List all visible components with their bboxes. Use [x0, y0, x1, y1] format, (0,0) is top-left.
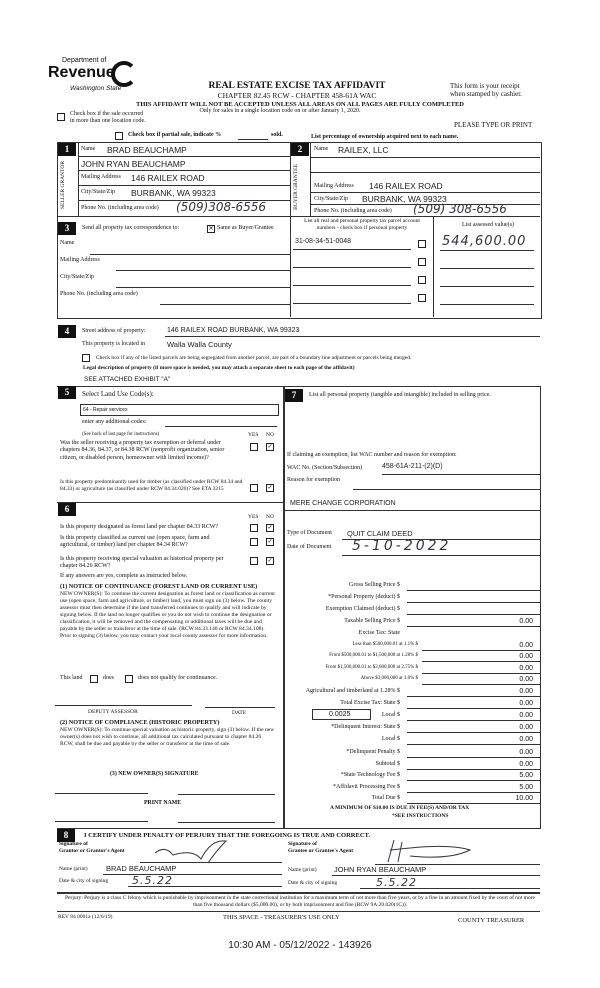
divider — [360, 888, 540, 889]
partial-sale-percent-field[interactable] — [238, 139, 268, 140]
buyer-mailing-label: Mailing Address — [314, 183, 354, 189]
seller-mailing-label: Mailing Address — [81, 174, 121, 180]
divider — [128, 886, 282, 887]
location-check-label-2: in more than one location code. — [70, 118, 146, 124]
no-header: NO — [266, 432, 274, 438]
section-8-number: 8 — [57, 829, 75, 842]
q3-no-checkbox[interactable]: ✓ — [267, 525, 273, 531]
divider — [165, 336, 540, 337]
divider — [382, 474, 540, 475]
s3-mailing-label: Mailing Address — [60, 257, 100, 263]
q1-no-checkbox[interactable]: ✓ — [267, 444, 273, 450]
local-rate: 0.0025 — [329, 711, 351, 718]
divider — [342, 555, 540, 556]
fee-value[interactable]: 10.00 — [515, 795, 533, 802]
fee-line — [407, 590, 540, 591]
print-name-label: PRINT NAME — [144, 800, 182, 806]
fee-line — [407, 614, 540, 615]
grantee-sig-label-2: Grantee or Grantee's Agent — [288, 848, 354, 854]
fee-value[interactable]: 0.00 — [519, 724, 533, 731]
divider — [310, 157, 540, 158]
q4-no-checkbox[interactable]: ✓ — [267, 539, 273, 545]
date-line[interactable] — [205, 707, 275, 708]
grantee-signature[interactable] — [380, 834, 480, 864]
divider — [78, 156, 290, 157]
receipt-note-2: when stamped by cashier. — [450, 90, 522, 98]
divider — [57, 828, 540, 829]
personal-property-checkbox[interactable] — [418, 294, 426, 302]
fee-value[interactable]: 0.00 — [519, 642, 533, 649]
divider — [433, 216, 434, 317]
s3-phone-label: Phone No. (including area code) — [60, 291, 138, 297]
located-in-label: This property is located in — [82, 341, 145, 347]
divider — [440, 268, 534, 269]
exemption-intro: If claiming an exemption, list WAC number and reason for exemption: — [287, 452, 457, 458]
divider — [57, 911, 540, 912]
fee-value[interactable]: 0.00 — [519, 688, 533, 695]
question-timber-agriculture: Is this property predominantly used for timber (as classified under RCW 84.34 and 84.33) or agriculture (as classified under RCW 84.34.020)? See ETA 3215 — [60, 479, 243, 492]
dept-of-label: Department of — [62, 57, 107, 64]
section-7-number: 7 — [285, 389, 303, 402]
deputy-assessor-line[interactable] — [55, 705, 192, 706]
print-name-line-1[interactable] — [55, 821, 148, 822]
fee-line — [407, 792, 540, 793]
doc-date[interactable]: 5-10-2022 — [352, 538, 452, 554]
no-header: NO — [266, 514, 274, 520]
washington-state-label: Washington State — [70, 85, 122, 92]
q5-yes-checkbox[interactable] — [250, 557, 258, 565]
seller-mailing-address[interactable]: 146 RAILEX ROAD — [131, 173, 205, 183]
does-label: does — [103, 675, 114, 681]
divider — [290, 142, 291, 317]
seller-city-label: City/State/Zip — [81, 189, 115, 195]
form-warning: THIS AFFIDAVIT WILL NOT BE ACCEPTED UNLESS ALL AREAS ON ALL PAGES ARE FULLY COMPLETED — [136, 101, 464, 108]
seller-name-2[interactable]: JOHN RYAN BEAUCHAMP — [81, 159, 186, 169]
section-5-number: 5 — [58, 386, 76, 399]
new-owner-signature-line-2[interactable] — [178, 794, 275, 795]
assessed-header: List assessed value(s) — [462, 222, 514, 228]
street-address-label: Street address of property: — [82, 328, 146, 334]
county-treasurer-label: COUNTY TREASURER — [458, 917, 525, 924]
fee-label: Total Due $ — [371, 795, 400, 801]
does-qualify-checkbox[interactable] — [90, 675, 98, 683]
fee-line — [407, 696, 540, 697]
fee-label: *Delinquent Interest: State $ — [331, 724, 400, 730]
doc-type-label: Type of Document — [287, 530, 332, 536]
street-address[interactable]: 146 RAILEX ROAD BURBANK, WA 99323 — [167, 327, 300, 334]
section-6-number: 6 — [58, 503, 76, 516]
s3-city-field[interactable] — [116, 287, 290, 288]
buyer-city-label: City/State/Zip — [314, 196, 348, 202]
exemption-reason[interactable]: MERE CHANGE CORPORATION — [290, 500, 396, 507]
buyer-phone-label: Phone No. (including area code) — [314, 208, 392, 214]
fee-line — [407, 757, 540, 758]
q2-yes-checkbox[interactable] — [250, 484, 258, 492]
form-revision: REV 84 0001a (12/6/19) — [58, 914, 113, 920]
fee-value[interactable]: 0.00 — [519, 761, 533, 768]
personal-property-checkbox[interactable] — [418, 276, 426, 284]
grantor-date[interactable]: 5.5.22 — [132, 874, 173, 887]
additional-codes-field[interactable] — [165, 426, 277, 427]
recording-stamp: 10:30 AM - 05/12/2022 - 143926 — [228, 940, 372, 951]
segregated-label: Check box if any of the listed parcels are being segregated from another parcel, are part of a boundary line adjustment or parcels being merged. — [96, 355, 412, 361]
personal-property-checkbox[interactable] — [418, 240, 426, 248]
fee-line — [422, 650, 540, 651]
minimum-due-note: A MINIMUM OF $10.00 IS DUE IN FEE(S) AND/OR TAX — [330, 805, 470, 811]
seller-name-label: Name — [81, 146, 96, 152]
grantee-name-label: Name (print) — [288, 867, 317, 873]
legal-description-label: Legal description of property (if more space is needed, you may attach a separate sheet to each page of the affidavit) — [83, 365, 355, 371]
doc-type[interactable]: QUIT CLAIM DEED — [347, 529, 413, 538]
divider — [283, 386, 285, 828]
form-chapters: CHAPTER 82.45 RCW - CHAPTER 458-61A WAC — [217, 91, 377, 100]
q4-yes-checkbox[interactable] — [250, 538, 258, 546]
divider — [310, 192, 540, 193]
form-only-for: Only for sales in a single location code on or after January 1, 2020. — [199, 108, 361, 114]
divider — [310, 172, 540, 173]
fee-line — [407, 708, 540, 709]
q3-yes-checkbox[interactable] — [250, 524, 258, 532]
fee-line — [407, 602, 540, 603]
deputy-assessor-label: DEPUTY ASSESSOR — [88, 709, 138, 715]
grantor-date-label: Date & city of signing — [59, 878, 109, 884]
revenue-logo-text: Revenue — [48, 64, 115, 81]
divider — [285, 510, 540, 511]
grantor-name-label: Name (print) — [59, 866, 88, 872]
fee-line — [407, 744, 540, 745]
section-4-number: 4 — [58, 325, 76, 338]
if-yes-note: If any answers are yes, complete as instructed below. — [60, 573, 188, 579]
grantee-date-label: Date & city of signing — [288, 880, 338, 886]
seller-phone-label: Phone No. (including area code) — [81, 205, 159, 211]
section-3-number: 3 — [58, 222, 76, 235]
notice-compliance-title: (2) NOTICE OF COMPLIANCE (HISTORIC PROPERTY) — [60, 719, 220, 726]
personal-property-checkbox[interactable] — [418, 258, 426, 266]
buyer-grantee-label: BUYER GRANTEE — [293, 164, 299, 210]
doc-date-label: Date of Document — [287, 544, 332, 550]
question-current-use: Is this property classified as current use (open space, farm and agricultural, or timber) land per chapter 84.34 RCW? — [60, 535, 210, 548]
land-use-select[interactable] — [80, 404, 279, 416]
location-check-label-1: Check box if the sale occurred — [70, 111, 144, 117]
q5-no-checkbox[interactable]: ✓ — [267, 558, 273, 564]
divider — [293, 303, 411, 304]
location-code-checkbox[interactable] — [57, 113, 65, 121]
same-as-buyer-checkbox[interactable]: ✕ — [208, 226, 214, 232]
fee-value[interactable]: 0.00 — [519, 700, 533, 707]
grantor-sig-label-1: Signature of — [59, 841, 88, 847]
parcel-header: List all real and personal property tax parcel account numbers - check box if personal property — [304, 218, 420, 231]
date-label: DATE — [232, 710, 247, 716]
fee-value[interactable]: 0.00 — [519, 665, 533, 672]
fee-label: Local $ — [381, 736, 400, 742]
fee-line — [407, 732, 540, 733]
this-land-label: This land — [60, 675, 83, 681]
fee-value[interactable]: 5.00 — [519, 784, 533, 791]
divider — [140, 862, 282, 863]
buyer-name-1[interactable]: RAILEX, LLC — [338, 145, 389, 155]
s3-mailing-field[interactable] — [116, 270, 290, 271]
fee-label: Taxable Selling Price $ — [344, 618, 400, 624]
notice-continuance-title: (1) NOTICE OF CONTINUANCE (FOREST LAND OR CURRENT USE) — [60, 583, 258, 590]
seller-grantor-label: SELLER GRANTOR — [60, 160, 66, 210]
fee-label: Local $ — [381, 712, 400, 718]
divider — [57, 892, 540, 894]
seller-city-state-zip[interactable]: BURBANK, WA 99323 — [131, 188, 216, 198]
s3-name-field[interactable] — [90, 254, 290, 255]
divider — [332, 875, 540, 876]
form-title: REAL ESTATE EXCISE TAX AFFIDAVIT — [208, 81, 386, 91]
see-instructions-note: *SEE INSTRUCTIONS — [392, 813, 449, 819]
fee-value[interactable]: 0.00 — [519, 712, 533, 719]
grantor-signature[interactable] — [150, 835, 260, 865]
partial-sale-label: Check box if partial sale, indicate % — [128, 132, 222, 138]
segregated-checkbox[interactable] — [82, 354, 90, 362]
fee-value[interactable]: 0.00 — [519, 653, 533, 660]
question-tax-exemption: Was the seller receiving a property tax exemption or deferral under chapters 84.36, 84.37, or 84.38 RCW (nonprofit organization, senior citizen, or disabled person, homeowner with limited income)? — [60, 440, 225, 461]
q1-yes-checkbox[interactable] — [250, 443, 258, 451]
fee-label: Total Excise Tax: State $ — [340, 700, 400, 706]
buyer-mailing-address[interactable]: 146 RAILEX ROAD — [369, 181, 443, 191]
divider — [440, 286, 534, 287]
fee-label: From $500,000.01 to $1,500,000 at 1.28% $ — [329, 653, 418, 658]
fee-label: Less than $500,000.01 at 1.1% $ — [352, 642, 418, 647]
grantor-sig-label-2: Grantor or Grantor's Agent — [59, 848, 125, 854]
fee-line — [422, 673, 540, 674]
grantee-name[interactable]: JOHN RYAN BEAUCHAMP — [334, 865, 427, 874]
s3-name-label: Name — [60, 240, 75, 246]
q2-no-checkbox[interactable]: ✓ — [267, 485, 273, 491]
divider — [293, 249, 411, 250]
new-owner-signature-line-1[interactable] — [55, 793, 148, 794]
section-1-number: 1 — [58, 143, 76, 156]
reason-label: Reason for exemption — [287, 477, 340, 483]
fee-label: Exemption Claimed (deduct) $ — [325, 606, 400, 612]
fee-line — [407, 780, 540, 781]
divider — [78, 185, 290, 186]
local-rate-box[interactable] — [312, 709, 371, 720]
fee-value[interactable]: 0.00 — [519, 749, 533, 756]
seller-name-1[interactable]: BRAD BEAUCHAMP — [107, 145, 187, 155]
grantee-date[interactable]: 5.5.22 — [376, 876, 417, 889]
parcel-number[interactable]: 31-08-34-51-0048 — [295, 238, 352, 245]
grantor-name[interactable]: BRAD BEAUCHAMP — [106, 864, 177, 873]
fee-value[interactable]: 0.00 — [519, 676, 533, 683]
does-not-label: does not qualify for continuance. — [138, 675, 218, 681]
please-type-label: PLEASE TYPE OR PRINT — [454, 121, 533, 129]
yes-header: YES — [248, 514, 259, 520]
send-correspondence-label: Send all property tax correspondence to: — [82, 225, 180, 231]
print-name-line-2[interactable] — [178, 822, 275, 823]
fee-value[interactable]: 0.00 — [519, 736, 533, 743]
divider — [57, 216, 540, 217]
divider — [78, 142, 79, 216]
land-use-label: Select Land Use Code(s): — [82, 390, 154, 398]
wac-number[interactable]: 458-61A-211-(2)(D) — [382, 463, 443, 470]
fee-value[interactable]: 5.00 — [519, 772, 533, 779]
see-back-note: (See back of last page for instructions) — [82, 432, 160, 437]
seller-phone[interactable]: (509)308-6556 — [176, 200, 267, 214]
notice-compliance-body: NEW OWNER(S): To continue special valuation as historic property, sign (3) below. If the new owner(s) does not wish to continue, all additional tax calculated pursuant to chapter 84.26 RCW, shall be due and payable by the seller or transferor at the time of sale. — [60, 727, 275, 747]
divider — [293, 267, 411, 268]
buyer-name-label: Name — [314, 146, 329, 152]
divider — [78, 170, 290, 171]
question-historical: Is this property receiving special valuation as historical property per chapter 84.26 RCW? — [60, 556, 224, 569]
divider — [440, 304, 534, 305]
fee-line — [407, 720, 540, 721]
grantee-sig-label-1: Signature of — [288, 841, 317, 847]
list-percentage-label: List percentage of ownership acquired next to each name. — [311, 134, 459, 140]
fee-value[interactable]: 0.00 — [519, 618, 533, 625]
fee-label: *Personal Property (deduct) $ — [328, 594, 400, 600]
fee-label: *Delinquent Penalty $ — [346, 749, 400, 755]
fee-label: *Affidavit Processing Fee $ — [332, 784, 400, 790]
fee-line — [407, 803, 540, 804]
s3-phone-field[interactable] — [160, 304, 290, 305]
perjury-notice: Perjury: Perjury is a class C felony which is punishable by imprisonment in the state correctional institution for a maximum term of not more than five years, or by a fine in an amount fixed by the court of not more than five thousand dollars ($5,000.00), or by both imprisonment and fine (RCW 9A.20.020(1C)). — [65, 895, 535, 908]
notice-continuance-body: NEW OWNER(S): To continue the current designation as forest land or classification as current use (open space, farm and agriculture, or timber) land, you must sign on (3) below. The county assessor must then determine if the land transferred continues to qualify and will indicate by signing below. If the land no longer qualifies or you do not wish to continue the designation or classification, it will be removed and the compensating or additional taxes will be due and payable by the seller or transferor at the time of sale. (RCW 84.33.140 or RCW 84.34.108). Prior to signing (3) below, you may contact your local county assessor for more information. — [60, 591, 275, 639]
fee-label: Agricultural and timberland at 1.28% $ — [305, 688, 400, 694]
fee-label: Excise Tax: State — [358, 630, 400, 636]
yes-header: YES — [248, 432, 259, 438]
divider — [103, 874, 282, 875]
wac-label: WAC No. (Section/Subsection) — [287, 465, 363, 471]
receipt-note-1: This form is your receipt — [450, 82, 520, 90]
county[interactable]: Walla Walla County — [167, 340, 232, 349]
personal-property-label: List all personal property (tangible and intangible) included in selling price. — [309, 392, 491, 398]
certify-statement: I CERTIFY UNDER PENALTY OF PERJURY THAT THE FOREGOING IS TRUE AND CORRECT. — [84, 832, 371, 839]
fee-line — [407, 769, 540, 770]
land-use-value: 64 - Repair services — [83, 407, 128, 413]
buyer-city-state-zip[interactable]: BURBANK, WA 99323 — [362, 194, 447, 204]
does-not-qualify-checkbox[interactable] — [125, 675, 133, 683]
s3-city-label: City/State/Zip — [60, 274, 94, 280]
divider — [293, 285, 411, 286]
legal-description[interactable]: SEE ATTACHED EXHIBIT "A" — [84, 376, 171, 383]
fee-label: Gross Selling Price $ — [349, 582, 400, 588]
fee-label: *State Technology Fee $ — [340, 772, 400, 778]
partial-sale-sold-label: sold. — [271, 132, 283, 138]
buyer-phone[interactable]: (509) 308-6556 — [413, 202, 507, 216]
divider — [440, 250, 534, 251]
partial-sale-checkbox[interactable] — [115, 132, 123, 140]
fee-label: From $1,500,000.01 to $3,000,000 at 2.75% $ — [325, 665, 418, 670]
fee-label: Subtotal $ — [375, 761, 400, 767]
fee-line — [422, 684, 540, 685]
fee-line — [407, 626, 540, 627]
treasurer-use-label: THIS SPACE - TREASURER'S USE ONLY — [223, 914, 340, 921]
new-owner-signature-label: (3) NEW OWNER(S) SIGNATURE — [110, 771, 199, 777]
same-as-buyer-label: Same as Buyer/Grantee — [217, 225, 274, 231]
fee-line — [422, 661, 540, 662]
additional-codes-label: enter any additional codes: — [82, 419, 147, 425]
fee-label: Above $3,000,000 at 3.0% $ — [360, 676, 418, 681]
assessed-value[interactable]: 544,600.00 — [442, 234, 527, 249]
divider — [57, 502, 283, 503]
section-2-number: 2 — [291, 143, 309, 156]
divider — [353, 489, 540, 490]
question-forest-land: Is this property designated as forest land per chapter 84.33 RCW? — [60, 524, 219, 530]
